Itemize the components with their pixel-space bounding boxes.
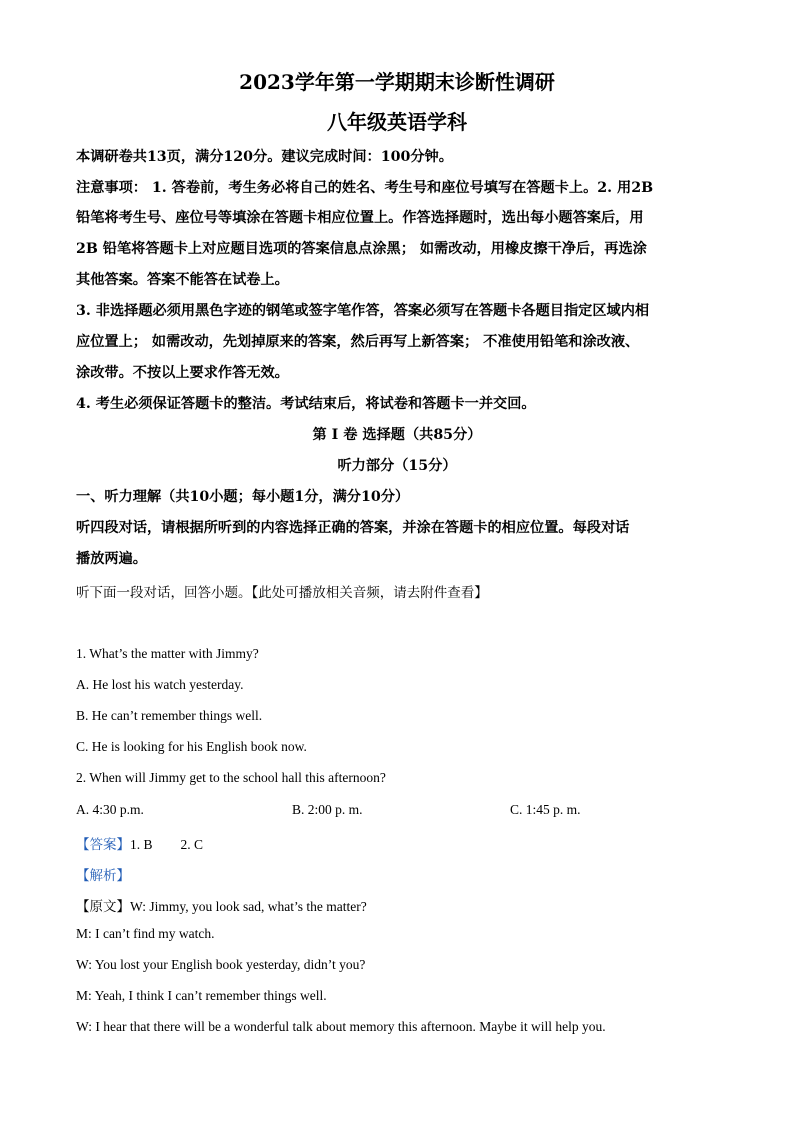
answer-1: 1. B — [130, 837, 153, 852]
audio-prompt: 听下面一段对话，回答小题。【此处可播放相关音频，请去附件查看】 — [76, 585, 488, 601]
question-1-option-b: B. He can’t remember things well. — [76, 708, 263, 723]
question-2: 2. When will Jimmy get to the school hall this afternoon? — [76, 770, 386, 785]
transcript-line-2: M: I can’t find my watch. — [76, 926, 215, 941]
instruction-line-8: 涂改带。不按以上要求作答无效。 — [76, 365, 289, 381]
answer-label: 【答案】 — [76, 837, 130, 853]
analysis-label: 【解析】 — [76, 868, 130, 884]
question-1-option-c: C. He is looking for his English book now. — [76, 739, 307, 754]
question-1-option-a: A. He lost his watch yesterday. — [76, 677, 244, 692]
exam-subtitle: 八年级英语学科 — [327, 110, 467, 134]
instruction-line-3: 铅笔将考生号、座位号等填涂在答题卡相应位置上。作答选择题时，选出每小题答案后，用 — [76, 210, 644, 226]
instruction-line-9: 4. 考生必须保证答题卡的整洁。考试结束后，将试卷和答题卡一并交回。 — [76, 396, 536, 412]
transcript-line-1 — [76, 895, 367, 915]
instruction-line-5: 其他答案。答案不能答在试卷上。 — [76, 272, 289, 288]
transcript-text-1: W: Jimmy, you look sad, what’s the matter? — [130, 899, 367, 914]
exam-title: 2023学年第一学期期末诊断性调研 — [239, 70, 555, 94]
instruction-line-4: 2B 铅笔将答题卡上对应题目选项的答案信息点涂黑； 如需改动，用橡皮擦干净后，再选涂 — [76, 241, 647, 257]
directions-line-2: 播放两遍。 — [76, 551, 147, 567]
transcript-label: 【原文】 — [76, 899, 130, 915]
analysis-row — [76, 864, 130, 884]
listening-heading: 听力部分（15分） — [337, 458, 457, 474]
instruction-line-2: 注意事项： 1. 答卷前，考生务必将自己的姓名、考生号和座位号填写在答题卡上。2. 用2B — [76, 180, 654, 196]
answer-row — [76, 833, 203, 853]
transcript-line-5: W: I hear that there will be a wonderful talk about memory this afternoon. Maybe it will help you. — [76, 1019, 606, 1034]
transcript-line-4: M: Yeah, I think I can’t remember things well. — [76, 988, 327, 1003]
instruction-line-1: 本调研卷共13页，满分120分。建议完成时间：100分钟。 — [76, 149, 453, 165]
question-2-option-b: B. 2:00 p. m. — [292, 802, 363, 817]
directions-line-1: 听四段对话，请根据所听到的内容选择正确的答案，并涂在答题卡的相应位置。每段对话 — [76, 520, 630, 536]
volume-heading: 第 I 卷 选择题（共85分） — [312, 427, 482, 443]
answer-2: 2. C — [180, 837, 204, 852]
instruction-line-7: 应位置上； 如需改动，先划掉原来的答案，然后再写上新答案； 不准使用铅笔和涂改液、 — [76, 334, 640, 350]
part-one-heading: 一、听力理解（共10小题；每小题1分，满分10分） — [76, 489, 410, 505]
instruction-line-6: 3. 非选择题必须用黑色字迹的钢笔或签字笔作答，答案必须写在答题卡各题目指定区域内相 — [76, 303, 650, 319]
question-2-option-c: C. 1:45 p. m. — [510, 802, 581, 817]
question-2-option-a: A. 4:30 p.m. — [76, 802, 144, 817]
question-1: 1. What’s the matter with Jimmy? — [76, 646, 259, 661]
transcript-line-3: W: You lost your English book yesterday, didn’t you? — [76, 957, 366, 972]
